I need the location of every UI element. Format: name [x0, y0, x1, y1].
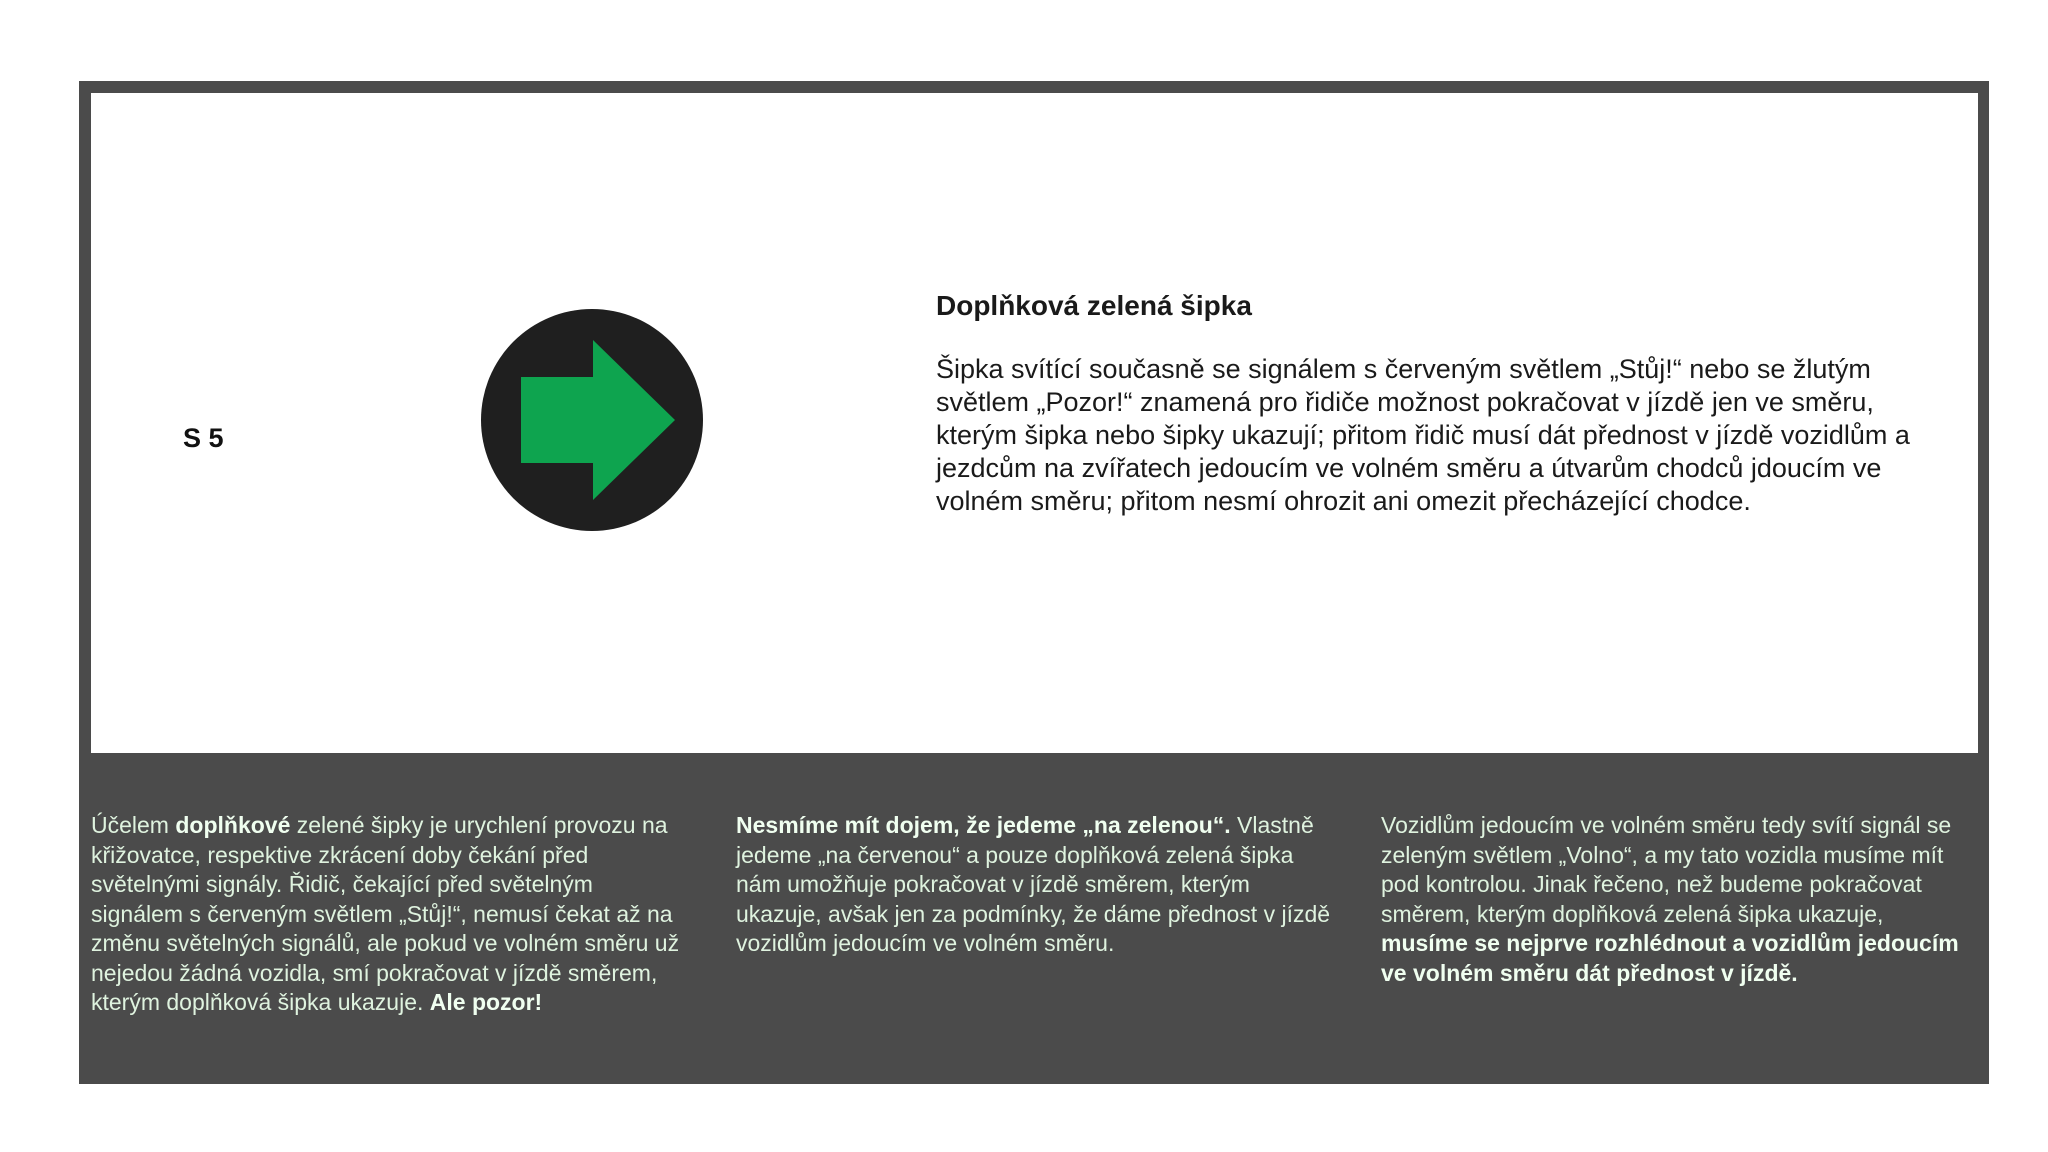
note-1-bold-1: doplňkové: [175, 812, 291, 838]
sign-panel: [91, 93, 1978, 753]
note-column-2: [736, 811, 1336, 959]
note-1-text-1: Účelem: [91, 812, 176, 838]
note-column-1: [91, 811, 691, 1018]
note-2-bold-1: Nesmíme mít dojem, že jedeme „na zelenou“.: [736, 812, 1231, 838]
note-column-3: [1381, 811, 1971, 988]
note-3-text-1: Vozidlům jedoucím ve volném směru tedy svítí signál se zeleným světlem „Volno“, a my tato vozidla musíme mít pod kontrolou. Jinak řečeno, než budeme pokračovat směrem, kterým doplňková zelená šipka ukazuje,: [1381, 812, 1952, 927]
description-text: Šipka svítící současně se signálem s červeným světlem „Stůj!“ nebo se žlutým světlem „Pozor!“ znamená pro řidiče možnost pokračovat v jízdě jen ve směru, kterým šipka nebo šipky ukazují; přitom řidič musí dát přednost v jízdě vozidlům a jezdcům na zvířatech jedoucím ve volném směru a útvarům chodců jdoucím ve volném směru; přitom nesmí ohrozit ani omezit přecházející chodce.: [936, 354, 1910, 516]
note-1-bold-2: Ale pozor!: [429, 989, 543, 1015]
note-1-text-2: zelené šipky je urychlení provozu na křižovatce, respektive zkrácení doby čekání před světelnými signály. Řidič, čekající před světelným signálem s červeným světlem „Stůj!“, nemusí čekat až na změnu světelných signálů, ale pokud ve volném směru už nejedou žádná vozidla, smí pokračovat v jízdě směrem, kterým doplňková šipka ukazuje.: [91, 812, 680, 1015]
description: [936, 289, 1936, 518]
note-2-text-1: Vlastně jedeme „na červenou“ a pouze doplňková zelená šipka nám umožňuje pokračovat v jízdě směrem, kterým ukazuje, avšak jen za podmínky, že dáme přednost v jízdě vozidlům jedoucím ve volném směru.: [736, 812, 1331, 956]
sign-code: S 5: [183, 423, 224, 453]
description-title: Doplňková zelená šipka: [936, 290, 1252, 321]
note-3-bold-1: musíme se nejprve rozhlédnout a vozidlům jedoucím ve volném směru dát přednost v jízdě.: [1381, 930, 1959, 986]
frame: [79, 81, 1989, 1084]
green-arrow-right-icon: [481, 309, 703, 531]
